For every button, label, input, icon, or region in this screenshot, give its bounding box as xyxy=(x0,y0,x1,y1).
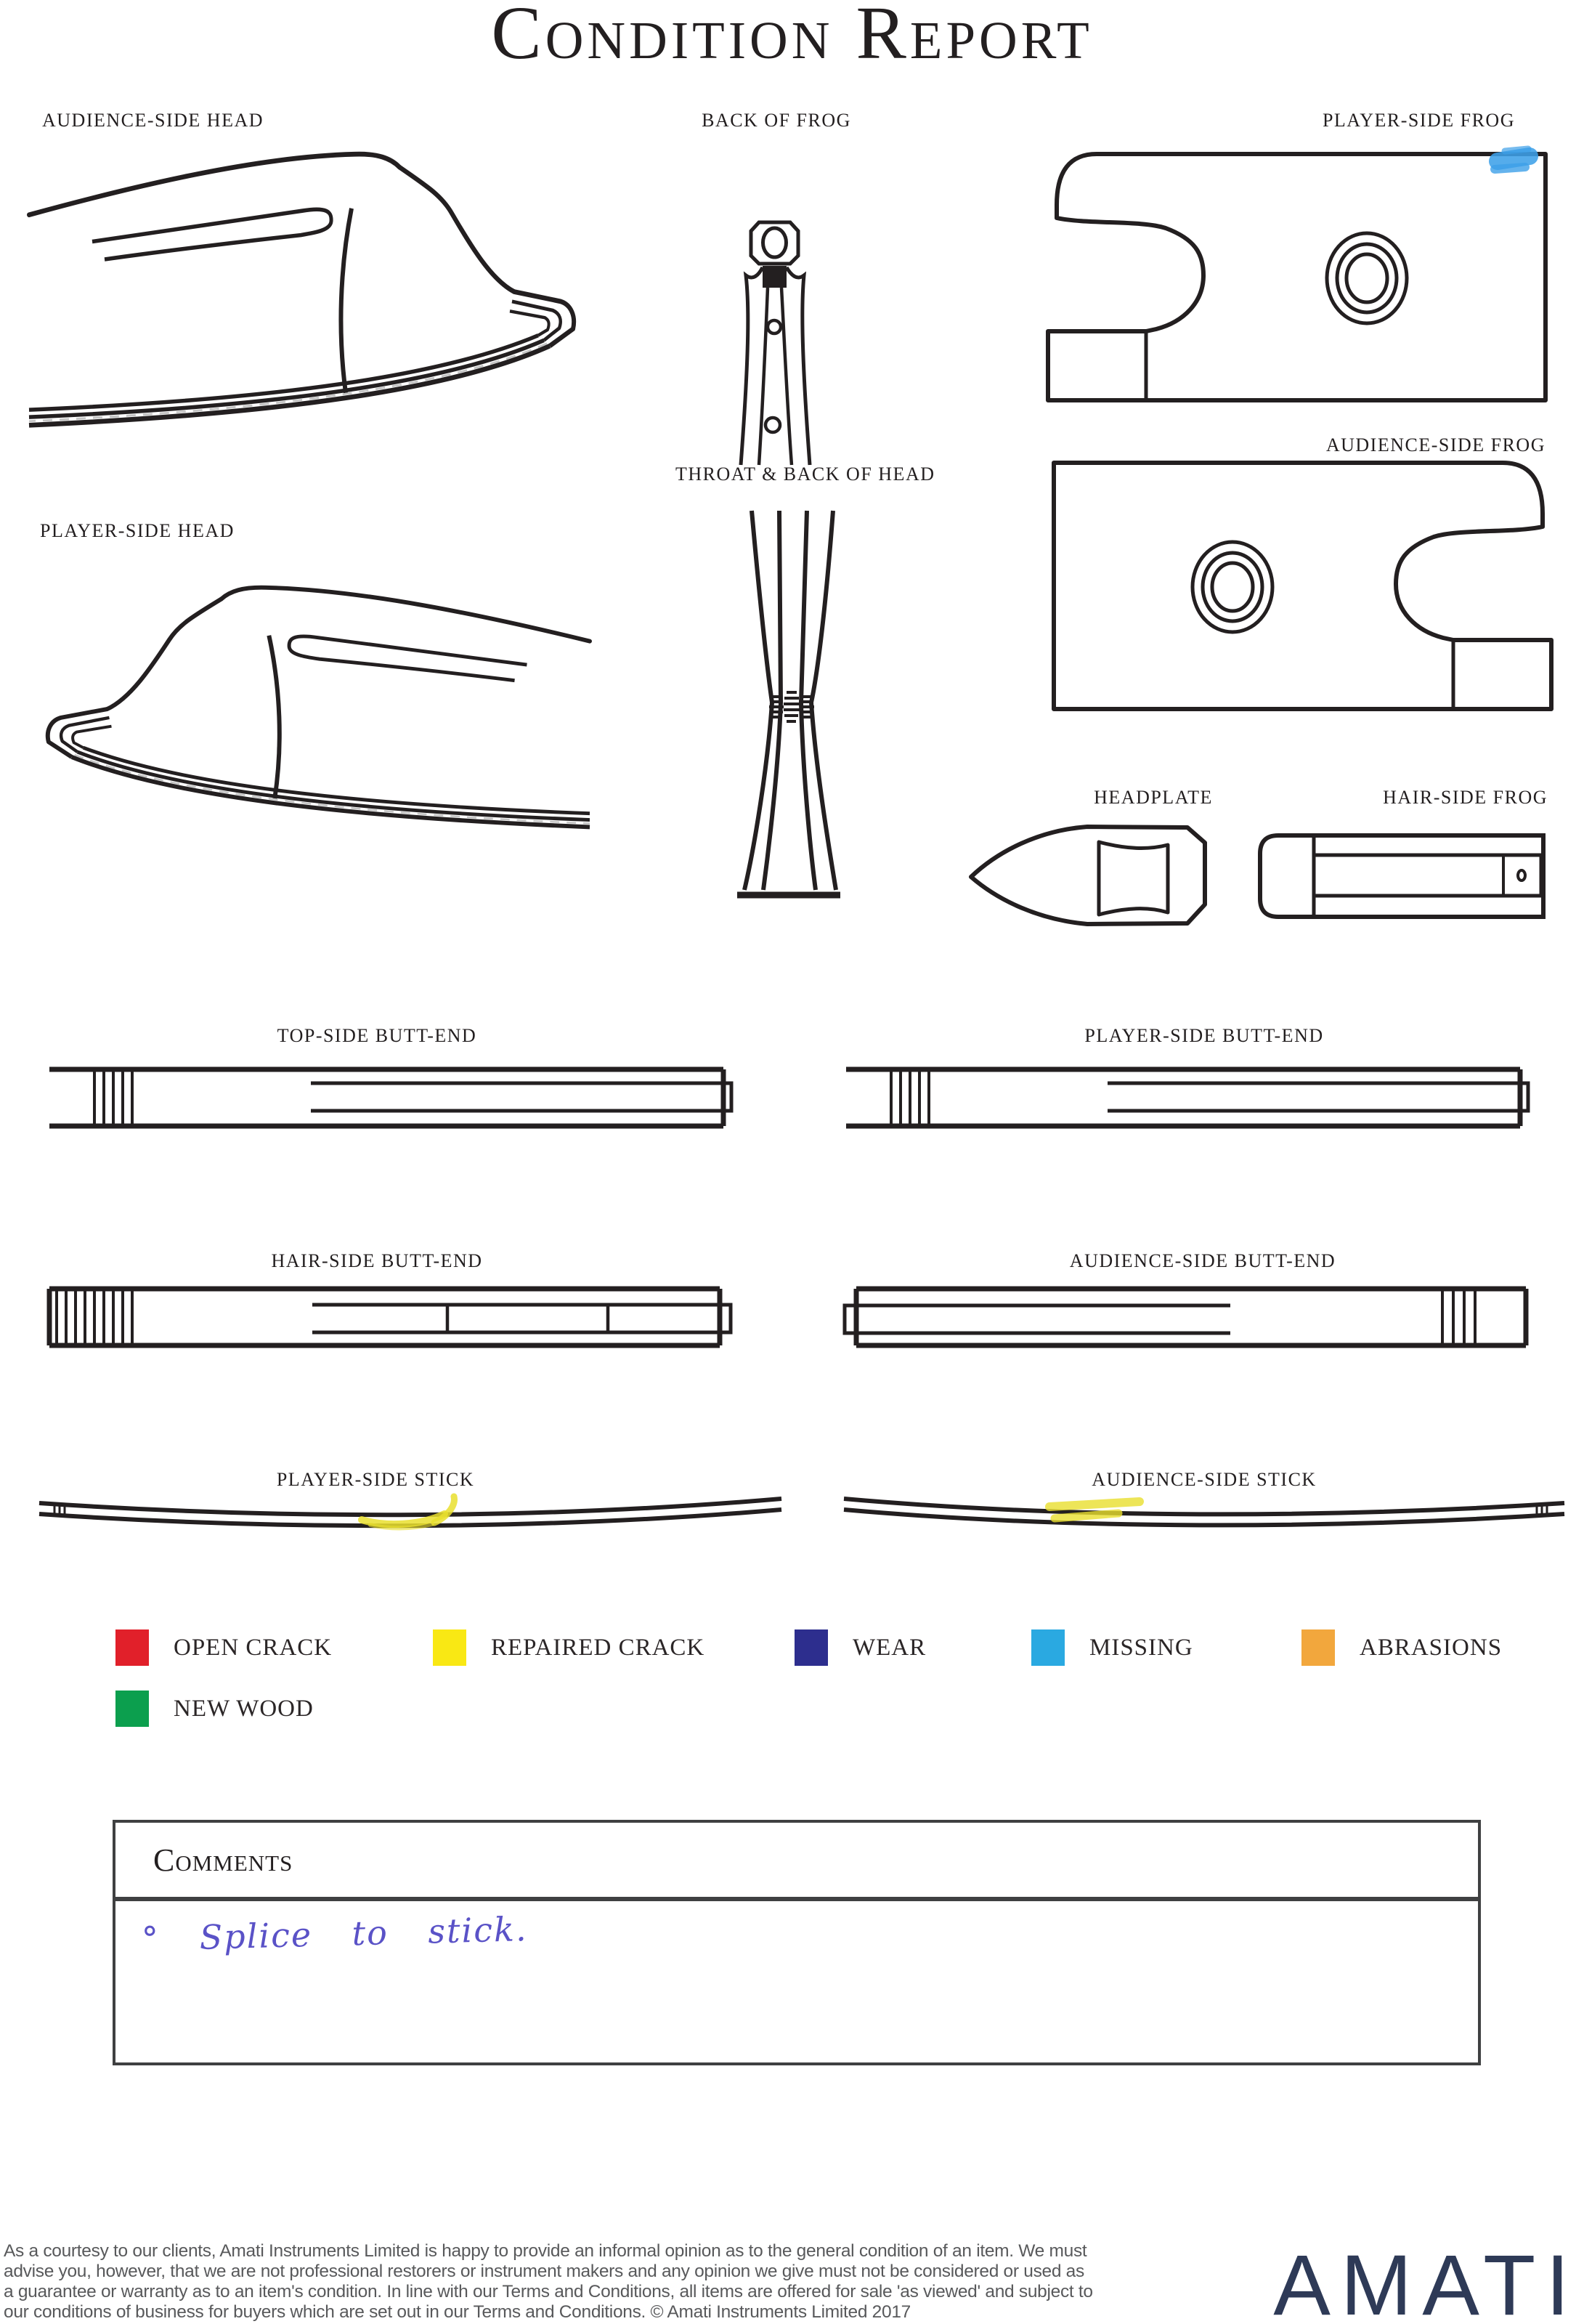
comments-header: Comments xyxy=(115,1823,1478,1901)
amati-logo: AMATI xyxy=(1273,2238,1580,2324)
disclaimer-text xyxy=(4,2241,1180,2323)
back-of-frog-drawing xyxy=(726,218,828,469)
disclaimer-line: our conditions of business for buyers which are set out in our Terms and Conditions. © Amati Instruments Limited 2017 xyxy=(4,2302,911,2322)
label-back-of-frog: BACK OF FROG xyxy=(702,110,851,131)
label-audience-side-stick: AUDIENCE-SIDE STICK xyxy=(1092,1469,1317,1490)
player-side-butt-end-drawing xyxy=(845,1066,1531,1129)
throat-back-of-head-drawing xyxy=(723,505,840,901)
legend-item-new-wood xyxy=(115,1691,314,1727)
page-title: Condition Report xyxy=(491,0,1093,75)
audience-side-butt-end-drawing xyxy=(842,1286,1529,1348)
label-audience-side-frog: AUDIENCE-SIDE FROG xyxy=(1325,434,1546,456)
handwritten-note: ° Splice to stick. xyxy=(141,1909,529,1959)
comments-field[interactable] xyxy=(115,1901,1478,2061)
audience-side-head-drawing xyxy=(26,145,585,445)
legend-item-wear xyxy=(795,1629,926,1666)
repaired-crack-swatch xyxy=(433,1629,466,1666)
legend-item-repaired-crack xyxy=(433,1629,704,1666)
label-audience-side-head: AUDIENCE-SIDE HEAD xyxy=(42,110,264,131)
legend-label: WEAR xyxy=(853,1634,927,1661)
legend-label: MISSING xyxy=(1089,1634,1193,1661)
wear-swatch xyxy=(795,1629,828,1666)
legend-item-open-crack xyxy=(115,1629,332,1666)
comments-box xyxy=(113,1820,1481,2065)
missing-swatch xyxy=(1031,1629,1065,1666)
headplate-drawing xyxy=(970,817,1209,934)
legend-item-abrasions xyxy=(1301,1629,1502,1666)
legend-item-missing xyxy=(1031,1629,1193,1666)
player-side-frog-drawing xyxy=(1047,151,1548,402)
label-player-side-stick: PLAYER-SIDE STICK xyxy=(276,1469,475,1490)
open-crack-swatch xyxy=(115,1629,149,1666)
legend-label: ABRASIONS xyxy=(1360,1634,1503,1661)
label-headplate: HEADPLATE xyxy=(1094,787,1213,808)
label-player-side-head: PLAYER-SIDE HEAD xyxy=(40,520,235,541)
label-player-side-butt-end: PLAYER-SIDE BUTT-END xyxy=(1084,1025,1324,1046)
legend-label: NEW WOOD xyxy=(174,1695,314,1722)
hair-side-frog-drawing xyxy=(1256,833,1547,919)
legend-label: REPAIRED CRACK xyxy=(491,1634,705,1661)
new-wood-swatch xyxy=(115,1691,149,1727)
abrasions-swatch xyxy=(1301,1629,1335,1666)
player-side-head-drawing xyxy=(36,580,593,844)
label-throat-back-of-head: THROAT & BACK OF HEAD xyxy=(675,463,935,485)
label-hair-side-butt-end: HAIR-SIDE BUTT-END xyxy=(271,1250,483,1271)
disclaimer-line: advise you, however, that we are not professional restorers or instrument makers and any opinion we give must not be considered or used as xyxy=(4,2262,1084,2281)
audience-side-stick-drawing xyxy=(841,1494,1567,1526)
hair-side-butt-end-drawing xyxy=(46,1286,733,1348)
disclaimer-line: As a courtesy to our clients, Amati Instruments Limited is happy to provide an informal opinion as to the general condition of an item. We must xyxy=(4,2241,1087,2261)
audience-side-frog-drawing xyxy=(1051,460,1552,710)
repaired-crack-annotation xyxy=(1049,1502,1140,1518)
top-side-butt-end-drawing xyxy=(48,1066,734,1129)
label-top-side-butt-end: TOP-SIDE BUTT-END xyxy=(277,1025,477,1046)
label-player-side-frog: PLAYER-SIDE FROG xyxy=(1322,110,1515,131)
legend-label: OPEN CRACK xyxy=(174,1634,333,1661)
player-side-stick-drawing xyxy=(36,1495,784,1528)
label-hair-side-frog: HAIR-SIDE FROG xyxy=(1383,787,1548,808)
label-audience-side-butt-end: AUDIENCE-SIDE BUTT-END xyxy=(1069,1250,1336,1271)
disclaimer-line: a guarantee or warranty as to an item's condition. In line with our Terms and Conditions, all items are offered for sale 'as viewed' and subject to xyxy=(4,2282,1093,2301)
